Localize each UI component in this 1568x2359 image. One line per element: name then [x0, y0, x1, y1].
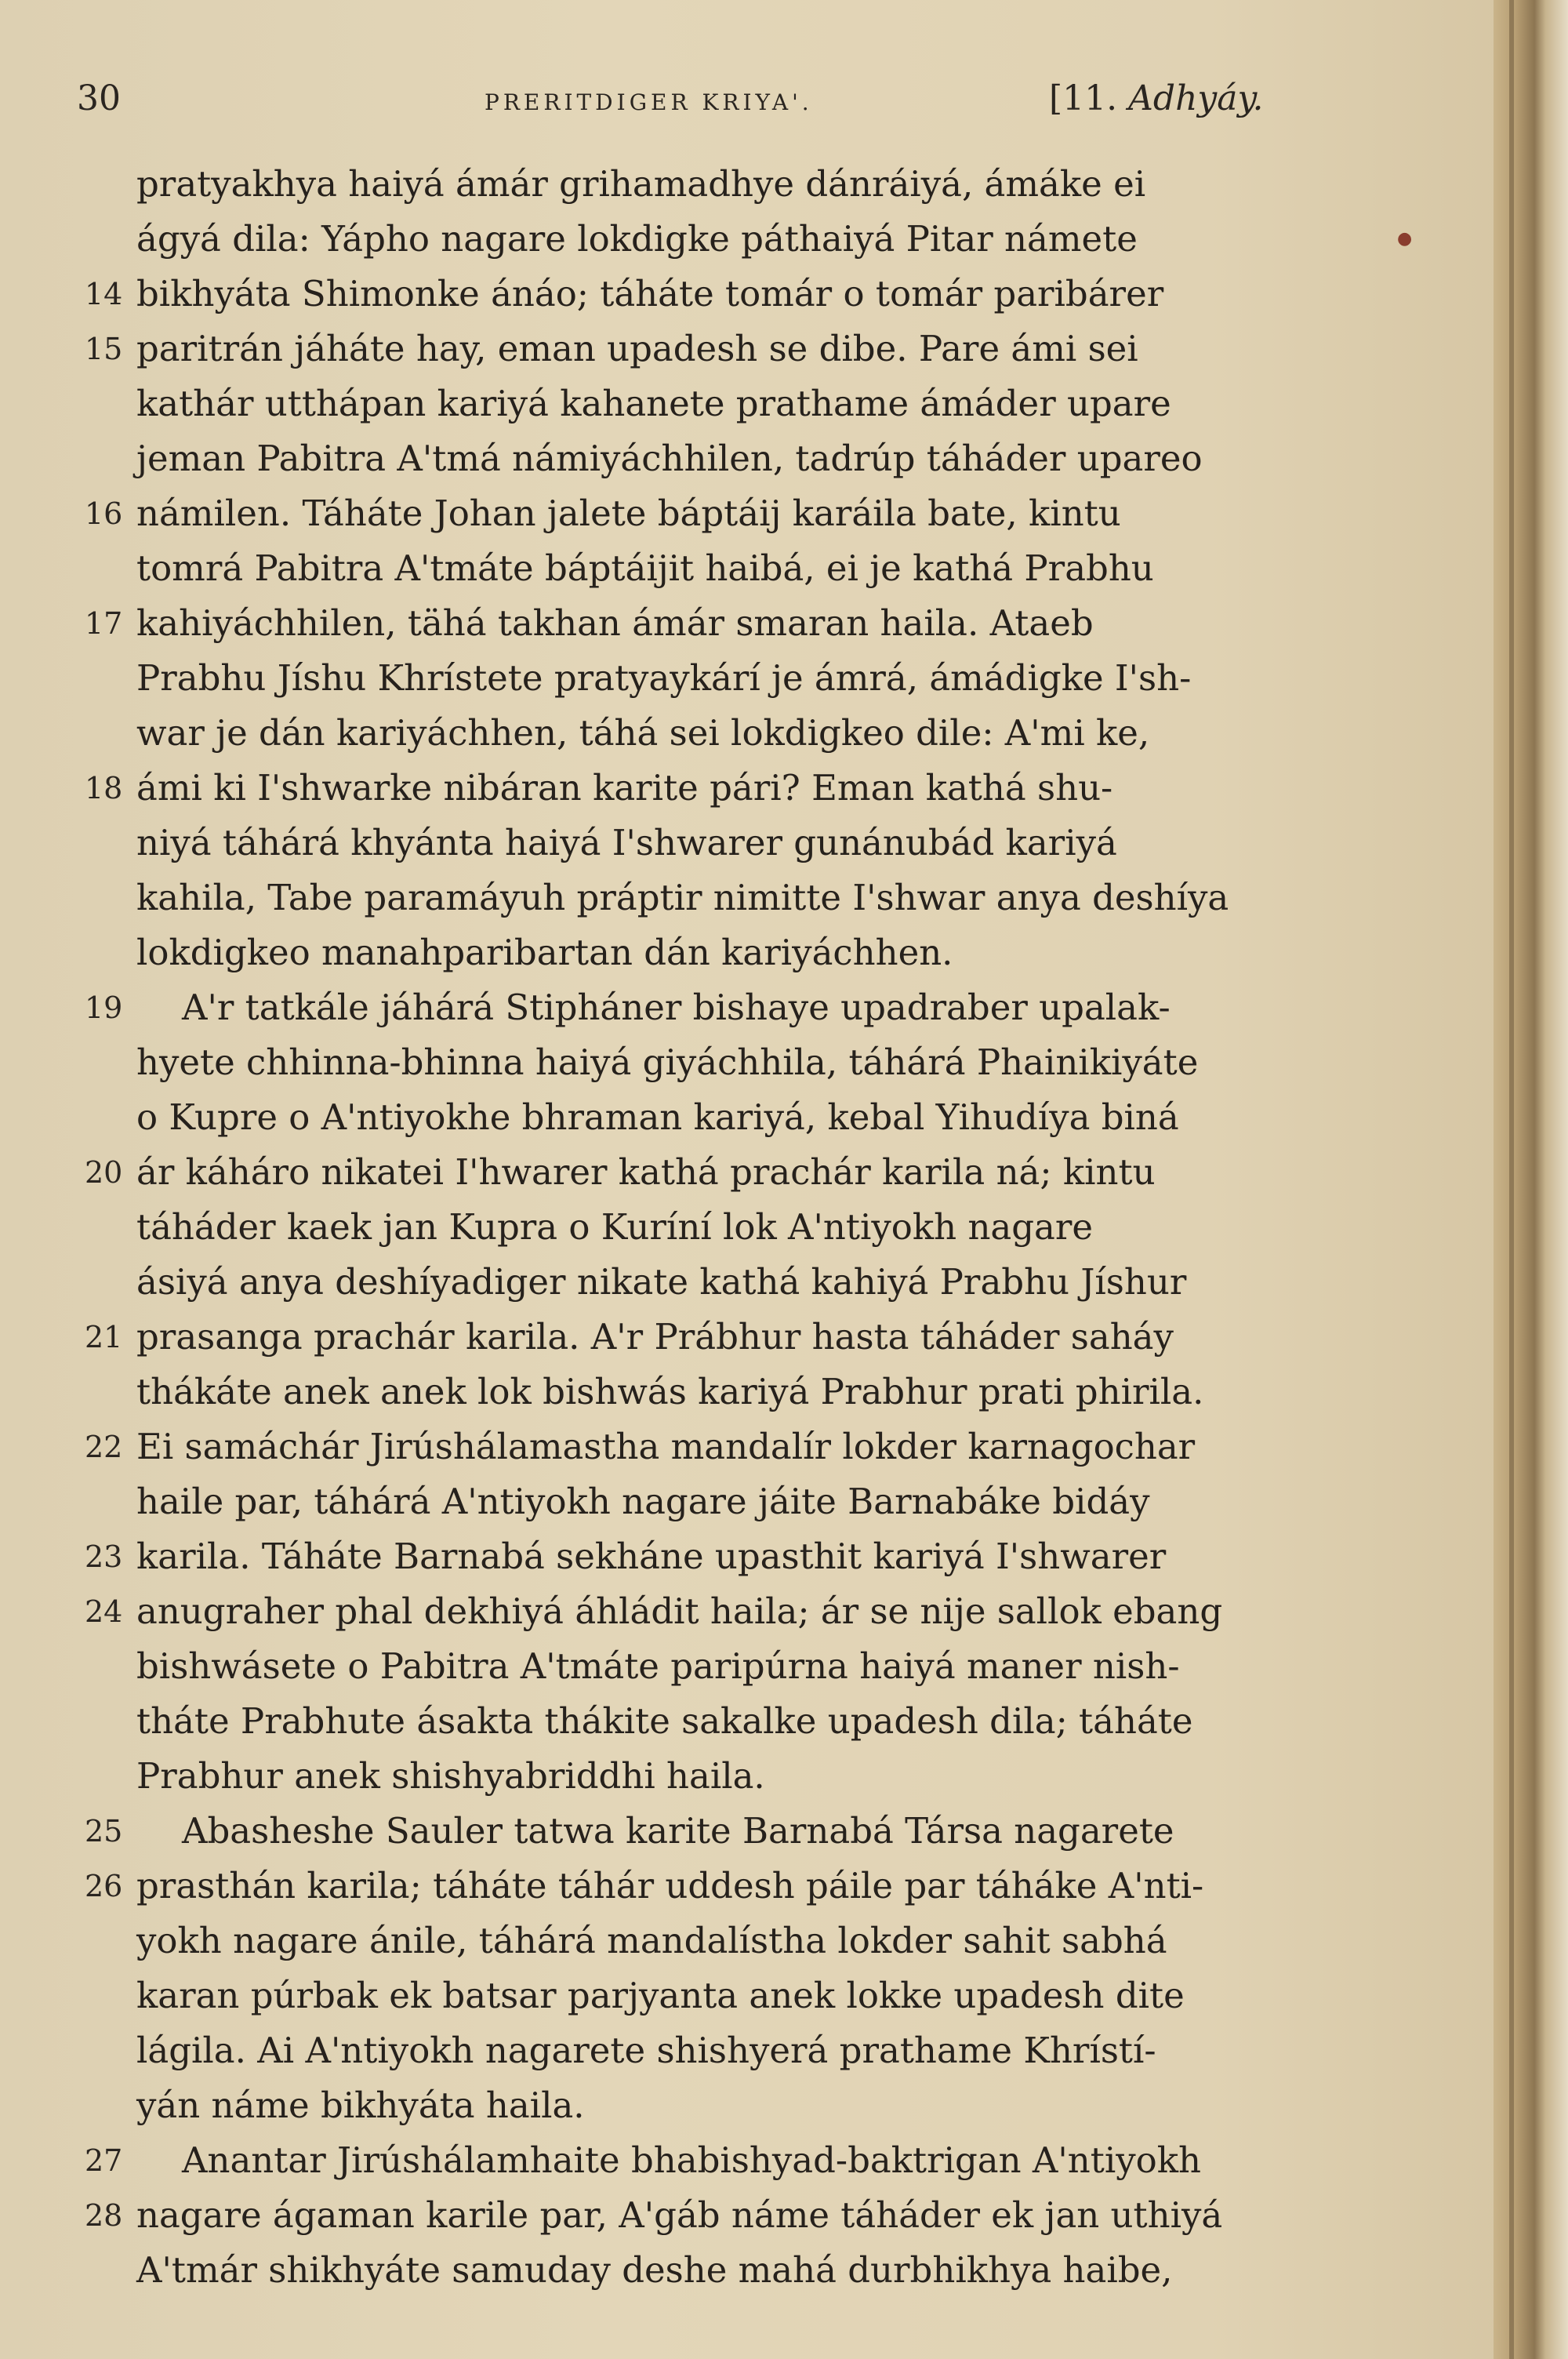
text-line: Anantar Jirúshálamhaite bhabishyad-baktrigan A'ntiyokh	[182, 2139, 1202, 2181]
gutter-shadow	[1509, 0, 1514, 2359]
verse-number: 22	[85, 1430, 123, 1464]
text-line: lokdigkeo manahparibartan dán kariyáchhen.	[136, 932, 953, 973]
verse-number: 18	[85, 771, 123, 805]
verse-number: 14	[85, 277, 123, 311]
text-line: karan púrbak ek batsar parjyanta anek lokke upadesh dite	[136, 1975, 1185, 2016]
text-line: o Kupre o A'ntiyokhe bhraman kariyá, kebal Yihudíya biná	[136, 1096, 1179, 1138]
verse-number: 15	[85, 332, 123, 366]
text-line: niyá táhárá khyánta haiyá I'shwarer gunánubád kariyá	[136, 822, 1117, 863]
text-line: pratyakhya haiyá ámár grihamadhye dánráiyá, ámáke ei	[136, 163, 1146, 205]
text-line: kahiyáchhilen, tähá takhan ámár smaran haila. Ataeb	[136, 602, 1094, 644]
text-line: nagare ágaman karile par, A'gáb náme táháder ek jan uthiyá	[136, 2194, 1223, 2236]
verse-number: 23	[85, 1539, 123, 1574]
page-number: 30	[77, 78, 121, 118]
text-line: thákáte anek anek lok bishwás kariyá Prabhur prati phirila.	[136, 1371, 1204, 1412]
text-line: paritrán jáháte hay, eman upadesh se dibe. Pare ámi sei	[136, 328, 1138, 369]
text-line: yokh nagare ánile, táhárá mandalístha lokder sahit sabhá	[136, 1920, 1167, 1961]
text-line: ágyá dila: Yápho nagare lokdigke páthaiyá Pitar námete	[136, 218, 1138, 260]
text-line: Prabhu Jíshu Khrístete pratyaykárí je ámrá, ámádigke I'sh-	[136, 657, 1192, 699]
ink-spot: ●	[1397, 229, 1413, 249]
text-line: A'r tatkále jáhárá Stipháner bishaye upadraber upalak-	[182, 987, 1171, 1028]
verse-number: 25	[85, 1814, 123, 1848]
verse-number: 17	[85, 606, 123, 641]
verse-number: 16	[85, 496, 123, 531]
text-line: ár káháro nikatei I'hwarer kathá prachár karila ná; kintu	[136, 1151, 1156, 1193]
text-line: A'tmár shikhyáte samuday deshe mahá durbhikhya haibe,	[136, 2249, 1173, 2291]
page-edge	[1494, 0, 1568, 2359]
verse-number: 28	[85, 2198, 123, 2233]
text-line: kahila, Tabe paramáyuh práptir nimitte I'shwar anya deshíya	[136, 877, 1229, 918]
verse-number: 24	[85, 1594, 123, 1629]
verse-number: 27	[85, 2143, 123, 2178]
text-line: Prabhur anek shishyabriddhi haila.	[136, 1755, 765, 1797]
text-line: yán náme bikhyáta haila.	[136, 2085, 585, 2126]
verse-number: 26	[85, 1869, 123, 1903]
section-label	[1049, 78, 1264, 118]
text-line: karila. Táháte Barnabá sekháne upasthit kariyá I'shwarer	[136, 1536, 1167, 1577]
text-line: war je dán kariyáchhen, táhá sei lokdigkeo dile: A'mi ke,	[136, 712, 1150, 754]
text-line: haile par, táhárá A'ntiyokh nagare jáite Barnabáke bidáy	[136, 1481, 1150, 1522]
text-line: jeman Pabitra A'tmá námiyáchhilen, tadrúp táháder upareo	[136, 438, 1203, 479]
text-line: tháte Prabhute ásakta thákite sakalke upadesh dila; táháte	[136, 1700, 1193, 1742]
running-header	[77, 78, 1300, 133]
text-line: bishwásete o Pabitra A'tmáte paripúrna haiyá maner nish-	[136, 1645, 1180, 1687]
verse-number: 21	[85, 1320, 123, 1354]
text-line: anugraher phal dekhiyá áhládit haila; ár se nije sallok ebang	[136, 1590, 1223, 1632]
section-name: Adhyáy.	[1128, 78, 1264, 118]
text-line: námilen. Táháte Johan jalete báptáij karáila bate, kintu	[136, 493, 1121, 534]
verse-number: 19	[85, 990, 123, 1025]
running-title: PRERITDIGER KRIYA'.	[485, 89, 813, 115]
text-line: lágila. Ai A'ntiyokh nagarete shishyerá prathame Khrístí-	[136, 2030, 1156, 2071]
text-line: prasthán karila; táháte táhár uddesh páile par táháke A'nti-	[136, 1865, 1204, 1906]
section-bracket: [11.	[1049, 78, 1118, 118]
text-line: ámi ki I'shwarke nibáran karite pári? Eman kathá shu-	[136, 767, 1113, 809]
text-line: Ei samáchár Jirúshálamastha mandalír lokder karnagochar	[136, 1426, 1196, 1467]
verse-number: 20	[85, 1155, 123, 1190]
text-line: tomrá Pabitra A'tmáte báptáijit haibá, ei je kathá Prabhu	[136, 547, 1154, 589]
text-line: Abasheshe Sauler tatwa karite Barnabá Társa nagarete	[182, 1810, 1174, 1852]
text-line: hyete chhinna-bhinna haiyá giyáchhila, táhárá Phainikiyáte	[136, 1041, 1199, 1083]
text-line: prasanga prachár karila. A'r Prábhur hasta táháder saháy	[136, 1316, 1174, 1358]
text-line: ásiyá anya deshíyadiger nikate kathá kahiyá Prabhu Jíshur	[136, 1261, 1187, 1303]
text-line: táháder kaek jan Kupra o Kuríní lok A'ntiyokh nagare	[136, 1206, 1094, 1248]
text-line: bikhyáta Shimonke ánáo; táháte tomár o tomár paribárer	[136, 273, 1164, 314]
text-line: kathár utthápan kariyá kahanete prathame ámáder upare	[136, 383, 1171, 424]
